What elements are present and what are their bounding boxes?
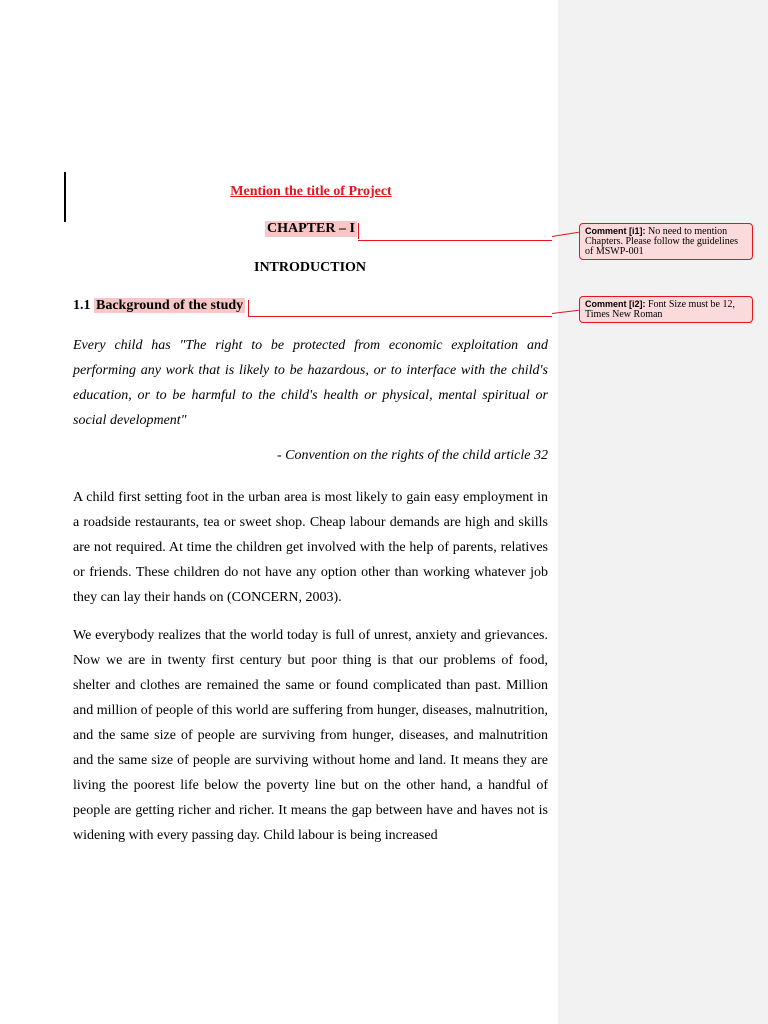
comment-anchor-1: [358, 223, 359, 239]
comment-leader-1: [358, 240, 552, 241]
section-heading: [73, 298, 245, 314]
quote-attribution: - Convention on the rights of the child article 32: [276, 448, 548, 463]
comment-balloon-1[interactable]: [579, 223, 753, 260]
comment-text: No need to mention Chapters. Please follow the guidelines of MSWP-001: [585, 226, 739, 257]
comment-leader-2: [248, 316, 552, 317]
intro-heading: INTRODUCTION: [254, 260, 367, 275]
comment-anchor-2: [248, 300, 249, 316]
paragraph-2: We everybody realizes that the world today is full of unrest, anxiety and grievances. Now we are in twenty first century but poor thing is that our problems of food, shelter and clothes are remained the same or found complicated than past. Million and million of people of this world are suffering from hunger, diseases, malnutrition, and the same size of people are surviving from hunger, diseases, and malnutrition and the same size of people are surviving without home and land. It means they are living the poorest life below the poverty line but on the other hand, a handful of people are getting richer and richer. It means the gap between have and haves not is widening with every passing day. Child labour is being increased: [73, 628, 548, 843]
comment-text: Font Size must be 12, Times New Roman: [585, 299, 735, 320]
paragraph-1: A child first setting foot in the urban area is most likely to gain easy employment in a roadside restaurants, tea or sweet shop. Cheap labour demands are high and skills are not required. At time the children get involved with the help of parents, relatives or friends. These children do not have any option other than working whatever job they can lay their hands on (CONCERN, 2003).: [73, 490, 548, 605]
chapter-heading[interactable]: CHAPTER – I: [267, 221, 355, 236]
comment-tag: Comment [i2]:: [585, 299, 646, 309]
comment-margin-pane: [558, 0, 768, 1024]
project-title[interactable]: Mention the title of Project: [230, 184, 392, 199]
comment-tag: Comment [i1]:: [585, 226, 646, 236]
section-title[interactable]: Background of the study: [96, 298, 244, 313]
section-number: 1.1: [73, 298, 91, 313]
comment-balloon-2[interactable]: [579, 296, 753, 323]
quote-text: Every child has "The right to be protected from economic exploitation and performing any work that is likely to be hazardous, or to interface with the child's education, or to be harmful to the child's health or physical, mental spiritual or social development": [73, 338, 548, 428]
